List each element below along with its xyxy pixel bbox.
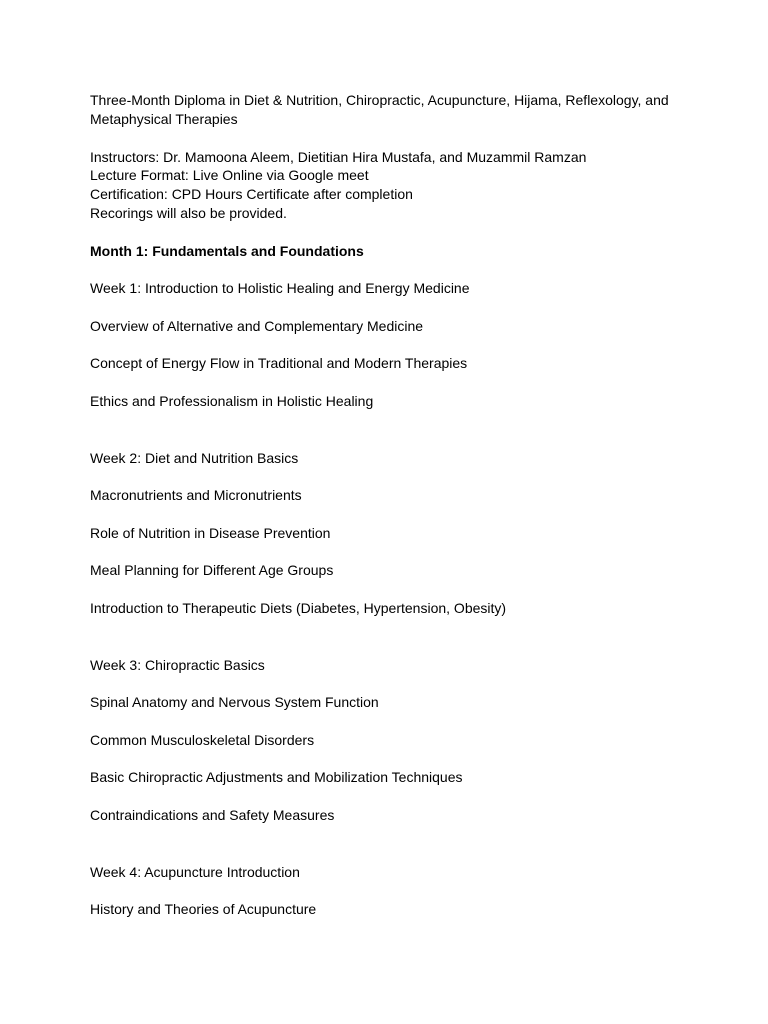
- week3-topic: Spinal Anatomy and Nervous System Function: [90, 694, 379, 710]
- week3-heading: Week 3: Chiropractic Basics: [90, 657, 265, 673]
- week1-topic: Overview of Alternative and Complementary Medicine: [90, 318, 424, 334]
- month1-heading: Month 1: Fundamentals and Foundations: [90, 243, 364, 259]
- week3-topic: Common Musculoskeletal Disorders: [90, 732, 315, 748]
- week2-topic: Introduction to Therapeutic Diets (Diabetes, Hypertension, Obesity): [90, 600, 507, 616]
- week4-topic: History and Theories of Acupuncture: [90, 901, 317, 917]
- instructors-line: Instructors: Dr. Mamoona Aleem, Dietitian Hira Mustafa, and Muzammil Ramzan: [90, 149, 587, 165]
- lecture-format-line: Lecture Format: Live Online via Google meet: [90, 167, 369, 183]
- week2-topic: Meal Planning for Different Age Groups: [90, 562, 334, 578]
- week2-topic: Role of Nutrition in Disease Prevention: [90, 525, 331, 541]
- week2-heading: Week 2: Diet and Nutrition Basics: [90, 450, 299, 466]
- week1-topic: Ethics and Professionalism in Holistic Healing: [90, 393, 374, 409]
- week1-heading: Week 1: Introduction to Holistic Healing and Energy Medicine: [90, 280, 470, 296]
- title-line-2: Metaphysical Therapies: [90, 111, 238, 127]
- title-line-1: Three-Month Diploma in Diet & Nutrition, Chiropractic, Acupuncture, Hijama, Reflexology, and: [90, 92, 669, 108]
- week3-topic: Basic Chiropractic Adjustments and Mobilization Techniques: [90, 769, 463, 785]
- certification-line: Certification: CPD Hours Certificate after completion: [90, 186, 413, 202]
- week1-topic: Concept of Energy Flow in Traditional and Modern Therapies: [90, 355, 468, 371]
- recordings-line: Recorings will also be provided.: [90, 205, 287, 221]
- week4-heading: Week 4: Acupuncture Introduction: [90, 864, 300, 880]
- week2-topic: Macronutrients and Micronutrients: [90, 487, 302, 503]
- week3-topic: Contraindications and Safety Measures: [90, 807, 335, 823]
